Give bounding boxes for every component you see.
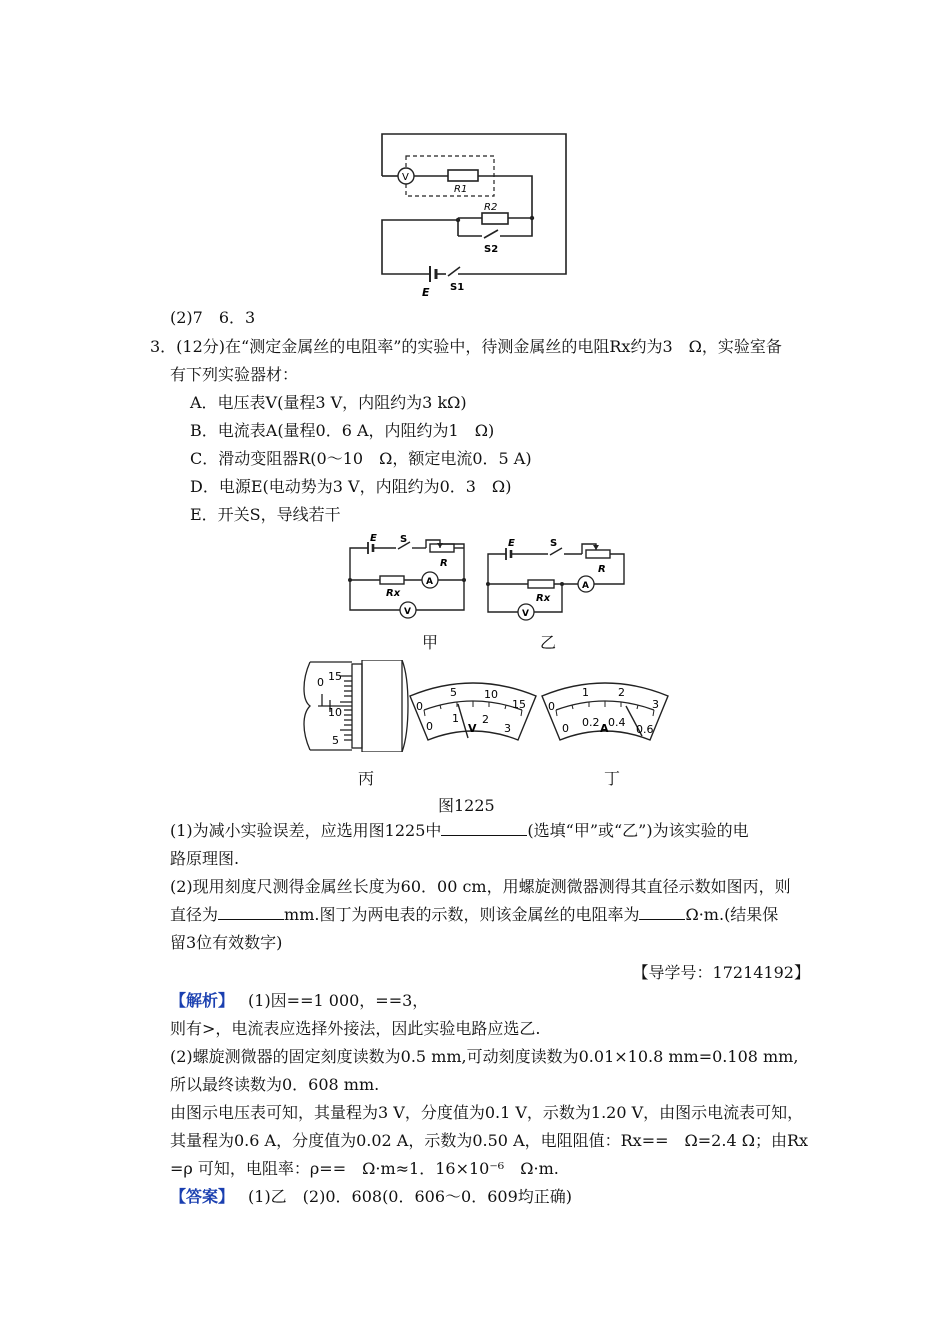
yi-ammeter-symbol: A (582, 581, 589, 591)
volt-bottom-0: 0 (426, 720, 433, 733)
option-b: B．电流表A(量程0．6 A，内阻约为1 Ω) (190, 421, 495, 440)
analysis-line-7: =ρ 可知，电阻率：ρ== Ω·m≈1．16×10⁻⁶ Ω·m. (170, 1159, 559, 1178)
amp-bottom-0: 0 (562, 722, 569, 735)
option-d: D．电源E(电动势为3 V，内阻约为0．3 Ω) (190, 477, 512, 496)
sub1-text-a: (1)为减小实验误差，应选用图1225中 (170, 821, 442, 840)
amp-bottom-0-4: 0.4 (608, 716, 626, 729)
volt-top-5: 5 (450, 686, 457, 699)
figure-label-bing: 丙 (358, 769, 375, 788)
jia-ammeter-symbol: A (426, 577, 433, 587)
question-line-1: 3．(12分)在“测定金属丝的电阻率”的实验中，待测金属丝的电阻Rx约为3 Ω，实验室备 (150, 337, 782, 356)
amp-top-2: 2 (618, 686, 625, 699)
sub-question-2-line-2 (170, 904, 778, 926)
guide-number: 【导学号：17214192】 (632, 963, 810, 982)
yi-voltmeter-symbol: V (522, 609, 529, 619)
amp-unit: A (600, 722, 609, 735)
answer-blank-1 (441, 821, 527, 836)
analysis-line-2: 则有>，电流表应选择外接法，因此实验电路应选乙. (170, 1019, 541, 1038)
sub1-text-b: (选填“甲”或“乙”)为该实验的电 (527, 821, 749, 840)
analysis-line-4: 所以最终读数为0．608 mm. (170, 1075, 380, 1094)
volt-bottom-3: 3 (504, 722, 511, 735)
sub2-text-d: Ω·m.(结果保 (685, 905, 779, 924)
option-c: C．滑动变阻器R(0～10 Ω，额定电流0．5 A) (190, 449, 532, 468)
sub-question-2-line-3: 留3位有效数字) (170, 933, 283, 952)
micrometer-tick-0: 0 (317, 676, 324, 689)
volt-top-0: 0 (416, 700, 423, 713)
amp-top-1: 1 (582, 686, 589, 699)
jia-e-label: E (370, 534, 377, 544)
ammeter-dial (540, 680, 670, 744)
answer-blank-2 (218, 905, 284, 920)
e-label: E (422, 286, 430, 298)
circuit-label-jia: 甲 (422, 633, 439, 652)
answer-text: (1)乙 (2)0．608(0．606～0．609均正确) (248, 1187, 572, 1206)
analysis-tag: 【解析】 (170, 991, 235, 1010)
top-circuit-diagram (370, 128, 580, 298)
volt-bottom-1: 1 (452, 712, 459, 725)
yi-rx-label: Rx (536, 593, 551, 604)
jia-s-label: S (400, 534, 408, 545)
sub-question-2-line-1: (2)现用刻度尺测得金属丝长度为60．00 cm，用螺旋测微器测得其直径示数如图丙，则 (170, 877, 791, 896)
sub-question-1-line-2: 路原理图. (170, 849, 240, 868)
circuit-jia (340, 534, 470, 626)
analysis-line-1 (170, 990, 428, 1012)
volt-top-10: 10 (484, 688, 498, 701)
jia-rx-label: Rx (386, 588, 401, 599)
answer-blank-3 (639, 905, 685, 920)
micrometer-tick-10: 10 (328, 706, 342, 719)
jia-voltmeter-symbol: V (404, 607, 411, 617)
amp-top-3: 3 (652, 698, 659, 711)
r1-label: R1 (454, 184, 468, 195)
circuit-label-yi: 乙 (540, 633, 557, 652)
s2-label: S2 (484, 244, 499, 255)
circuit-yi (478, 534, 628, 626)
figure-label-ding: 丁 (604, 769, 621, 788)
figure-caption: 图1225 (438, 796, 495, 815)
amp-bottom-0-2: 0.2 (582, 716, 600, 729)
s1-label: S1 (450, 282, 465, 293)
volt-top-15: 15 (512, 698, 526, 711)
sub2-text-c: mm.图丁为两电表的示数，则该金属丝的电阻率为 (284, 905, 640, 924)
r2-label: R2 (484, 202, 498, 213)
micrometer-tick-15: 15 (328, 670, 342, 683)
micrometer-figure (300, 660, 412, 752)
voltmeter-symbol: V (402, 172, 409, 183)
question-line-2: 有下列实验器材： (170, 365, 299, 384)
yi-r-label: R (598, 564, 606, 575)
analysis-line-6: 其量程为0.6 A，分度值为0.02 A，示数为0.50 A，电阻阻值：Rx== Ω=2.4 Ω；由Rx (170, 1131, 809, 1150)
sub-question-1-line-1 (170, 820, 749, 842)
answer-tag: 【答案】 (170, 1187, 235, 1206)
micrometer-tick-5: 5 (332, 734, 339, 747)
analysis-line-3: (2)螺旋测微器的固定刻度读数为0.5 mm,可动刻度读数为0.01×10.8 mm=0.108 mm, (170, 1047, 799, 1066)
sub2-text-b: 直径为 (170, 905, 219, 924)
option-e: E．开关S，导线若干 (190, 505, 341, 524)
analysis-text-1: (1)因==1 000，==3， (248, 991, 429, 1010)
amp-bottom-0-6: 0.6 (636, 723, 654, 736)
answer-line (170, 1186, 572, 1208)
yi-e-label: E (508, 538, 515, 549)
previous-answer: (2)7 6．3 (170, 308, 256, 327)
analysis-line-5: 由图示电压表可知，其量程为3 V，分度值为0.1 V，示数为1.20 V，由图示电流表可知， (170, 1103, 804, 1122)
option-a: A．电压表V(量程3 V，内阻约为3 kΩ) (190, 393, 467, 412)
amp-top-0: 0 (548, 700, 555, 713)
yi-s-label: S (550, 538, 558, 549)
volt-unit: V (468, 722, 477, 735)
jia-r-label: R (440, 558, 448, 569)
voltmeter-dial (408, 680, 538, 744)
volt-bottom-2: 2 (482, 713, 489, 726)
